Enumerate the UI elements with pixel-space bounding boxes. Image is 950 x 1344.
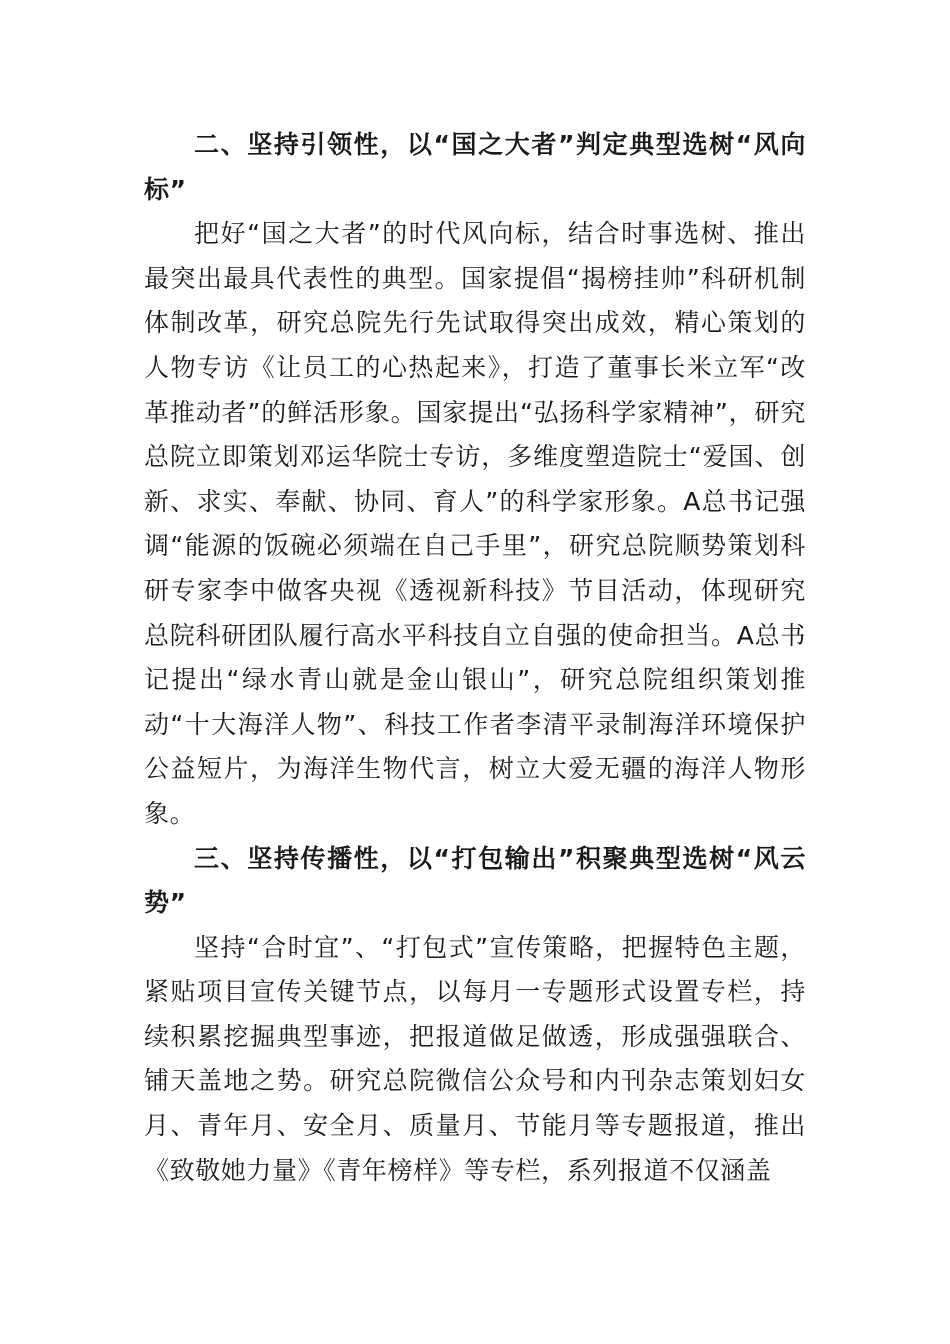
section-heading-2: 二、坚持引领性，以“国之大者”判定典型选树“风向标”	[144, 130, 806, 204]
section-heading-3: 三、坚持传播性，以“打包输出”积聚典型选树“风云势”	[144, 843, 806, 918]
section-body-2: 把好“国之大者”的时代风向标，结合时事选树、推出最突出最具代表性的典型。国家提倡“揭榜挂帅”科研机制体制改革，研究总院先行先试取得突出成效，精心策划的人物专访《让员工的心热起来》，打造了董事长米立军“改革推动者”的鲜活形象。国家提出“弘扬科学家精神”，研究总院立即策划邓运华院士专访，多维度塑造院士“爱国、创新、求实、奉献、协同、育人”的科学家形象。A总书记强调“能源的饭碗必须端在自己手里”，研究总院顺势策划科研专家李中做客央视《透视新科技》节目活动，体现研究总院科研团队履行高水平科技自立自强的使命担当。A总书记提出“绿水青山就是金山银山”，研究总院组织策划推动“十大海洋人物”、科技工作者李清平录制海洋环境保护公益短片，为海洋生物代言，树立大爱无疆的海洋人物形象。	[144, 219, 806, 828]
document-body	[144, 123, 806, 1193]
section-body-3: 坚持“合时宜”、“打包式”宣传策略，把握特色主题，紧贴项目宣传关键节点，以每月一专题形式设置专栏，持续积累挖掘典型事迹，把报道做足做透，形成强强联合、铺天盖地之势。研究总院微信公众号和内刊杂志策划妇女月、青年月、安全月、质量月、节能月等专题报道，推出《致敬她力量》《青年榜样》等专栏，系列报道不仅涵盖	[144, 932, 806, 1185]
